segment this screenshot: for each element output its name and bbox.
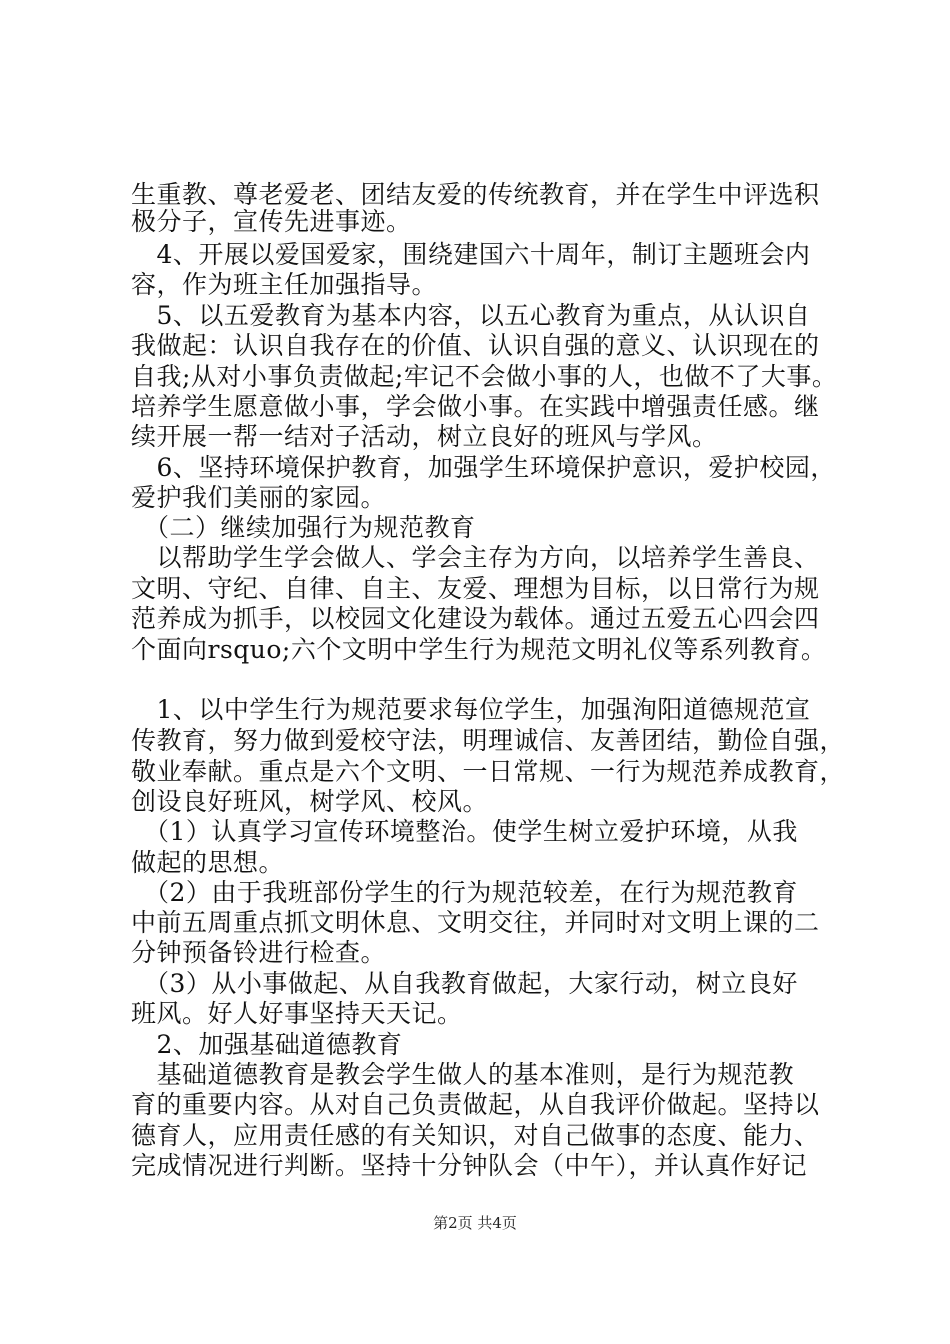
body-text-line: 我做起：认识自我存在的价值、认识自强的意义、认识现在的 (131, 331, 820, 360)
body-text-line: 以帮助学生学会做人、学会主存为方向，以培养学生善良、 (131, 543, 820, 572)
body-text-line: 6、坚持环境保护教育，加强学生环境保护意识，爱护校园， (131, 453, 836, 482)
section-heading: （二）继续加强行为规范教育 (131, 513, 476, 542)
body-text-line: 范养成为抓手，以校园文化建设为载体。通过五爱五心四会四 (131, 604, 820, 633)
body-text-line: 创设良好班风，树学风、校风。 (131, 787, 489, 816)
body-text-line: （2）由于我班部份学生的行为规范较差，在行为规范教育 (131, 878, 798, 907)
body-text-line: 基础道德教育是教会学生做人的基本准则，是行为规范教 (131, 1060, 795, 1089)
body-text-line: 个面向rsquo;六个文明中学生行为规范文明礼仪等系列教育。 (131, 635, 827, 664)
body-text-line: 育的重要内容。从对自己负责做起，从自我评价做起。坚持以 (131, 1090, 820, 1119)
body-text-line: （3）从小事做起、从自我教育做起，大家行动，树立良好 (131, 969, 798, 998)
body-text-line: 5、以五爱教育为基本内容，以五心教育为重点，从认识自 (131, 301, 811, 330)
body-text-line: 培养学生愿意做小事，学会做小事。在实践中增强责任感。继 (131, 392, 820, 421)
body-text-line: 生重教、尊老爱老、团结友爱的传统教育，并在学生中评选积 (131, 180, 820, 209)
body-text-line: 完成情况进行判断。坚持十分钟队会（中午），并认真作好记 (131, 1151, 808, 1180)
section-heading: 2、加强基础道德教育 (131, 1030, 403, 1059)
body-text-line: 自我;从对小事负责做起;牢记不会做小事的人，也做不了大事。 (131, 362, 838, 391)
body-text-line: 中前五周重点抓文明休息、文明交往，并同时对文明上课的二 (131, 908, 820, 937)
body-text-line: 容，作为班主任加强指导。 (131, 270, 438, 299)
body-text-line: 极分子，宣传先进事迹。 (131, 207, 412, 236)
body-text-line: 传教育，努力做到爱校守法，明理诚信、友善团结，勤俭自强， (131, 726, 846, 755)
body-text-line: 分钟预备铃进行检查。 (131, 938, 387, 967)
body-text-line: 班风。好人好事坚持天天记。 (131, 999, 463, 1028)
page-number-footer: 第2页 共4页 (433, 1214, 517, 1232)
body-text-line: 爱护我们美丽的家园。 (131, 483, 387, 512)
body-text-line: 敬业奉献。重点是六个文明、一日常规、一行为规范养成教育， (131, 757, 846, 786)
body-text-line: 做起的思想。 (131, 848, 285, 877)
body-text-line: 文明、守纪、自律、自主、友爱、理想为目标，以日常行为规 (131, 574, 820, 603)
body-text-line: 续开展一帮一结对子活动，树立良好的班风与学风。 (131, 422, 718, 451)
body-text-line: 4、开展以爱国爱家，围绕建国六十周年，制订主题班会内 (131, 240, 811, 269)
body-text-line: 德育人，应用责任感的有关知识，对自己做事的态度、能力、 (131, 1121, 820, 1150)
body-text-line: 1、以中学生行为规范要求每位学生，加强洵阳道德规范宣 (131, 695, 811, 724)
body-text-line: （1）认真学习宣传环境整治。使学生树立爱护环境，从我 (131, 817, 798, 846)
